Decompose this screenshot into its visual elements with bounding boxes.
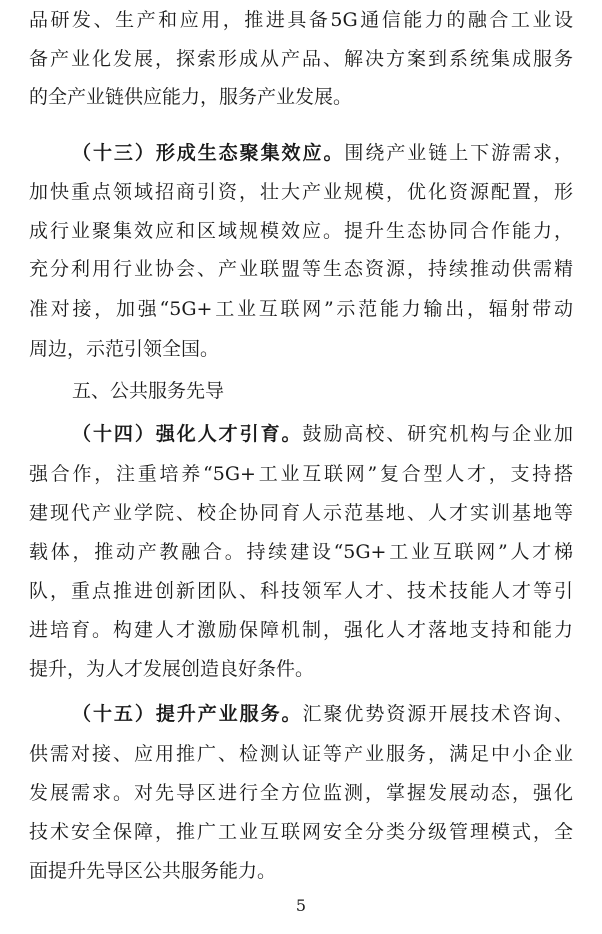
paragraph-13-text: 围绕产业链上下游需求， (344, 142, 573, 164)
paragraph-13-first-line (72, 137, 573, 169)
section-heading: 五、公共服务先导 (72, 380, 225, 402)
paragraph-14-first-line (72, 418, 573, 450)
body-line: 进培育。构建人才激励保障机制，强化人才落地支持和能力 (29, 619, 573, 641)
body-line: 的全产业链供应能力，服务产业发展。 (29, 86, 353, 108)
body-line: 队，重点推进创新团队、科技领军人才、技术技能人才等引 (29, 580, 573, 602)
body-line: 发展需求。对先导区进行全方位监测，掌握发展动态，强化 (29, 782, 573, 804)
body-line: 加快重点领域招商引资，壮大产业规模，优化资源配置，形 (29, 181, 573, 203)
body-line: 提升，为人才发展创造良好条件。 (29, 658, 315, 680)
body-line: 强合作，注重培养“5G+工业互联网”复合型人才，支持搭 (29, 463, 573, 485)
body-line: 载体，推动产教融合。持续建设“5G+工业互联网”人才梯 (29, 541, 573, 563)
paragraph-14-text: 鼓励高校、研究机构与企业加 (302, 423, 573, 445)
paragraph-15-heading: （十五）提升产业服务。 (72, 703, 303, 725)
paragraph-13-heading: （十三）形成生态聚集效应。 (72, 142, 345, 164)
paragraph-15-first-line (72, 698, 573, 730)
page-number: 5 (295, 896, 307, 915)
body-line: 准对接，加强“5G+工业互联网”示范能力输出，辐射带动 (29, 298, 573, 320)
body-line: 技术安全保障，推广工业互联网安全分类分级管理模式，全 (29, 821, 573, 843)
paragraph-14-heading: （十四）强化人才引育。 (72, 423, 303, 445)
body-line: 品研发、生产和应用，推进具备5G通信能力的融合工业设 (29, 9, 573, 31)
paragraph-15-text: 汇聚优势资源开展技术咨询、 (302, 703, 573, 725)
body-line: 供需对接、应用推广、检测认证等产业服务，满足中小企业 (29, 743, 573, 765)
body-line: 成行业聚集效应和区域规模效应。提升生态协同合作能力， (29, 220, 573, 242)
body-line: 备产业化发展，探索形成从产品、解决方案到系统集成服务 (29, 48, 573, 70)
body-line: 周边，示范引领全国。 (29, 338, 220, 360)
body-line: 面提升先导区公共服务能力。 (29, 860, 277, 882)
body-line: 充分利用行业协会、产业联盟等生态资源，持续推动供需精 (29, 258, 573, 280)
body-line: 建现代产业学院、校企协同育人示范基地、人才实训基地等 (29, 502, 573, 524)
